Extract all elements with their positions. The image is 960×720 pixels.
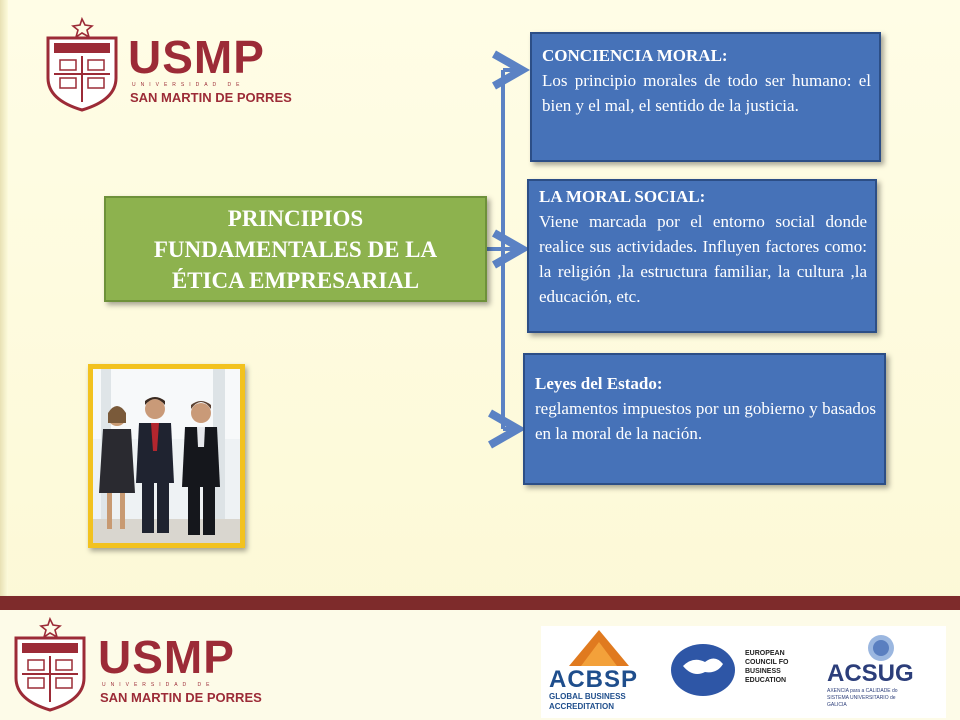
acsug-sub-3: GALICIA	[827, 702, 847, 708]
people-illustration	[93, 369, 240, 543]
acsug-sub-2: SISTEMA UNIVERSITARIO de	[827, 695, 896, 701]
usmp-shield-icon	[44, 16, 120, 112]
ecbe-line-2: COUNCIL FO	[745, 659, 789, 666]
card-heading: Leyes del Estado:	[535, 374, 663, 393]
usmp-header-logo	[44, 16, 294, 116]
acbsp-label: ACBSP	[549, 666, 639, 693]
university-name: SAN MARTIN DE PORRES	[130, 90, 292, 105]
connector-stem	[487, 70, 503, 429]
university-line: UNIVERSIDAD DE	[132, 82, 245, 88]
main-title-box: PRINCIPIOS FUNDAMENTALES DE LA ÉTICA EMPRESARIAL	[104, 196, 487, 302]
card-body: reglamentos impuestos por un gobierno y basados en la moral de la nación.	[535, 399, 876, 443]
ecbe-line-4: EDUCATION	[745, 677, 787, 684]
acbsp-sub1: GLOBAL BUSINESS	[549, 692, 626, 701]
card-moral-social	[527, 179, 877, 333]
acsug-sub-1: AXENCIA para a CALIDADE do	[827, 688, 898, 694]
acsug-label: ACSUG	[827, 660, 914, 687]
university-name: SAN MARTIN DE PORRES	[100, 690, 262, 705]
accreditation-logos	[541, 626, 946, 718]
ecbe-line-3: BUSINESS	[745, 668, 781, 675]
ecbe-globe-icon	[669, 640, 739, 700]
ecbe-line-1: EUROPEAN	[745, 650, 785, 657]
usmp-shield-icon	[12, 614, 88, 714]
usmp-brand-text: USMP	[98, 631, 235, 683]
footer-divider	[0, 596, 960, 610]
card-conciencia-moral	[530, 32, 881, 162]
card-body: Viene marcada por el entorno social donde realice sus actividades. Influyen factores como: la religión ,la estructura familiar, la cultura ,la educación, etc.	[539, 212, 867, 306]
usmp-footer-logo	[12, 614, 272, 718]
card-heading: CONCIENCIA MORAL:	[542, 46, 728, 65]
card-leyes-estado	[523, 353, 886, 485]
university-line: UNIVERSIDAD DE	[102, 682, 215, 688]
card-heading: LA MORAL SOCIAL:	[539, 187, 706, 206]
slide-edge-shadow	[0, 0, 8, 600]
acbsp-sub2: ACCREDITATION	[549, 702, 615, 711]
card-body: Los principio morales de todo ser humano: el bien y el mal, el sentido de la justicia.	[542, 71, 871, 115]
usmp-brand-text: USMP	[128, 31, 265, 83]
business-people-photo	[88, 364, 245, 548]
